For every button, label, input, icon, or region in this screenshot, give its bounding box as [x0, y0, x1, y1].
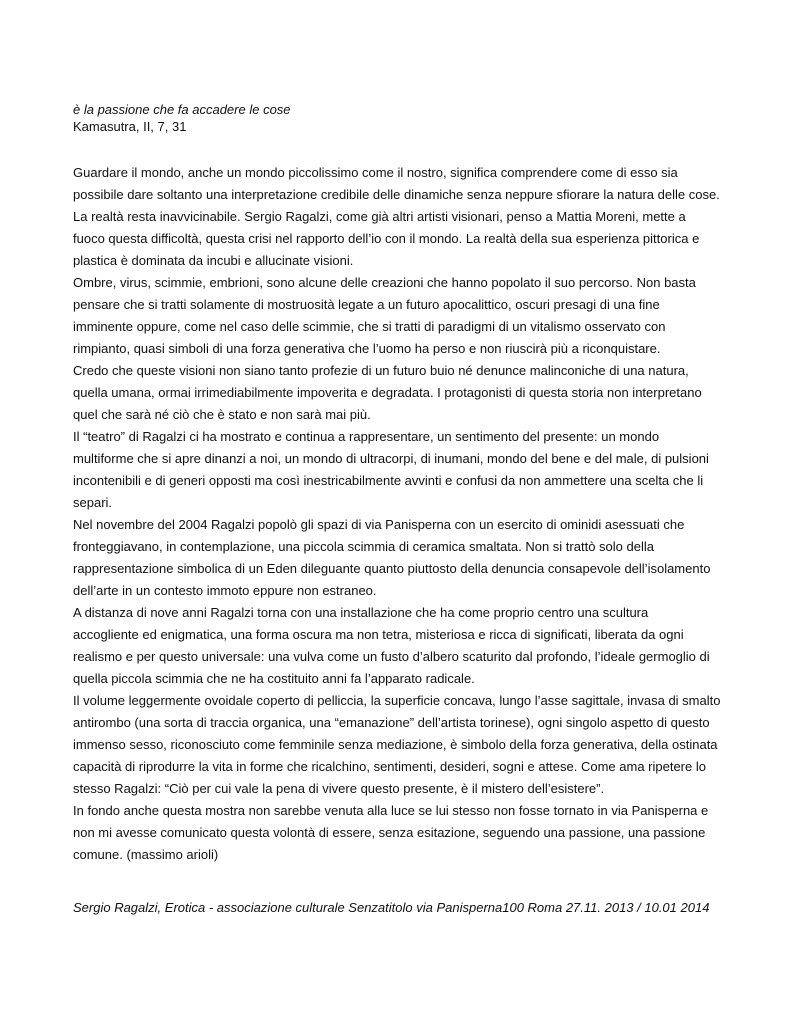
body-line: immenso sesso, riconosciuto come femminile senza mediazione, è simbolo della forza generativa, della ostinata — [73, 737, 718, 752]
body-line: Il “teatro” di Ragalzi ci ha mostrato e continua a rappresentare, un sentimento del presente: un mondo — [73, 429, 660, 444]
body-line: multiforme che si apre dinanzi a noi, un mondo di ultracorpi, di inumani, mondo del bene e del male, di pulsioni — [73, 451, 709, 466]
body-line: quella piccola scimmia che ne ha costituito anni fa l’apparato radicale. — [73, 671, 475, 686]
body-line: Il volume leggermente ovoidale coperto di pelliccia, la superficie concava, lungo l’asse sagittale, invasa di smalto — [73, 693, 721, 708]
epigraph-source: Kamasutra, II, 7, 31 — [73, 119, 187, 134]
body-line: stesso Ragalzi: “Ciò per cui vale la pena di vivere questo presente, è il mistero dell’esistere”. — [73, 781, 605, 796]
body-line: dell’arte in un contesto immoto eppure non estraneo. — [73, 583, 377, 598]
body-line: rappresentazione simbolica di un Eden dileguante quanto piuttosto della denuncia consapevole dell’isolamento — [73, 561, 711, 576]
body-line: quel che sarà né ciò che è stato e non sarà mai più. — [73, 407, 371, 422]
body-line: accogliente ed enigmatica, una forma oscura ma non tetra, misteriosa e ricca di significati, liberata da ogni — [73, 627, 684, 642]
body-line: Guardare il mondo, anche un mondo piccolissimo come il nostro, significa comprendere come di esso sia — [73, 165, 678, 180]
body-line: imminente oppure, come nel caso delle scimmie, che si tratti di paradigmi di un vitalismo osservato con — [73, 319, 666, 334]
body-line: plastica è dominata da incubi e allucinate visioni. — [73, 253, 354, 268]
body-line: fronteggiavano, in contemplazione, una piccola scimmia di ceramica smaltata. Non si trattò solo della — [73, 539, 654, 554]
body-line: capacità di riprodurre la vita in forme che ricalchino, sentimenti, desideri, sogni e attese. Come ama ripetere lo — [73, 759, 706, 774]
body-line: Credo che queste visioni non siano tanto profezie di un futuro buio né denunce malinconiche di una natura, — [73, 363, 689, 378]
epigraph-quote: è la passione che fa accadere le cose — [73, 102, 291, 117]
body-line: possibile dare soltanto una interpretazione credibile delle dinamiche senza neppure sfiorare la natura delle cose. — [73, 187, 720, 202]
footer-caption: Sergio Ragalzi, Erotica - associazione culturale Senzatitolo via Panisperna100 Roma 27.11. 2013 / 10.01 2014 — [73, 900, 710, 915]
body-line: Nel novembre del 2004 Ragalzi popolò gli spazi di via Panisperna con un esercito di ominidi asessuati che — [73, 517, 685, 532]
body-line: separi. — [73, 495, 113, 510]
body-line: Ombre, virus, scimmie, embrioni, sono alcune delle creazioni che hanno popolato il suo percorso. Non basta — [73, 275, 696, 290]
body-line: incontenibili e di generi opposti ma così inestricabilmente avvinti e confusi da non ammettere una scelta che li — [73, 473, 704, 488]
epigraph — [73, 101, 291, 135]
body-line: In fondo anche questa mostra non sarebbe venuta alla luce se lui stesso non fosse tornato in via Panisperna e — [73, 803, 709, 818]
body-line: La realtà resta inavvicinabile. Sergio Ragalzi, come già altri artisti visionari, penso a Mattia Moreni, mette a — [73, 209, 686, 224]
body-line: rimpianto, quasi simboli di una forza generativa che l’uomo ha perso e non riuscirà più a riconquistare. — [73, 341, 661, 356]
body-line: realismo e per questo universale: una vulva come un fusto d’albero scaturito dal profondo, l’ideale germoglio di — [73, 649, 710, 664]
body-line: comune. (massimo arioli) — [73, 847, 219, 862]
body-line: A distanza di nove anni Ragalzi torna con una installazione che ha come proprio centro una scultura — [73, 605, 649, 620]
body-text — [73, 162, 733, 866]
body-line: quella umana, ormai irrimediabilmente impoverita e degradata. I protagonisti di questa storia non interpretano — [73, 385, 702, 400]
body-line: antirombo (una sorta di traccia organica, una “emanazione” dell’artista torinese), ogni singolo aspetto di questo — [73, 715, 710, 730]
body-line: pensare che si tratti solamente di mostruosità legate a un futuro apocalittico, oscuri presagi di una fine — [73, 297, 660, 312]
body-line: non mi avesse comunicato questa volontà di essere, senza esitazione, seguendo una passione, una passione — [73, 825, 706, 840]
body-line: fuoco questa difficoltà, questa crisi nel rapporto dell’io con il mondo. La realtà della sua esperienza pittorica e — [73, 231, 700, 246]
